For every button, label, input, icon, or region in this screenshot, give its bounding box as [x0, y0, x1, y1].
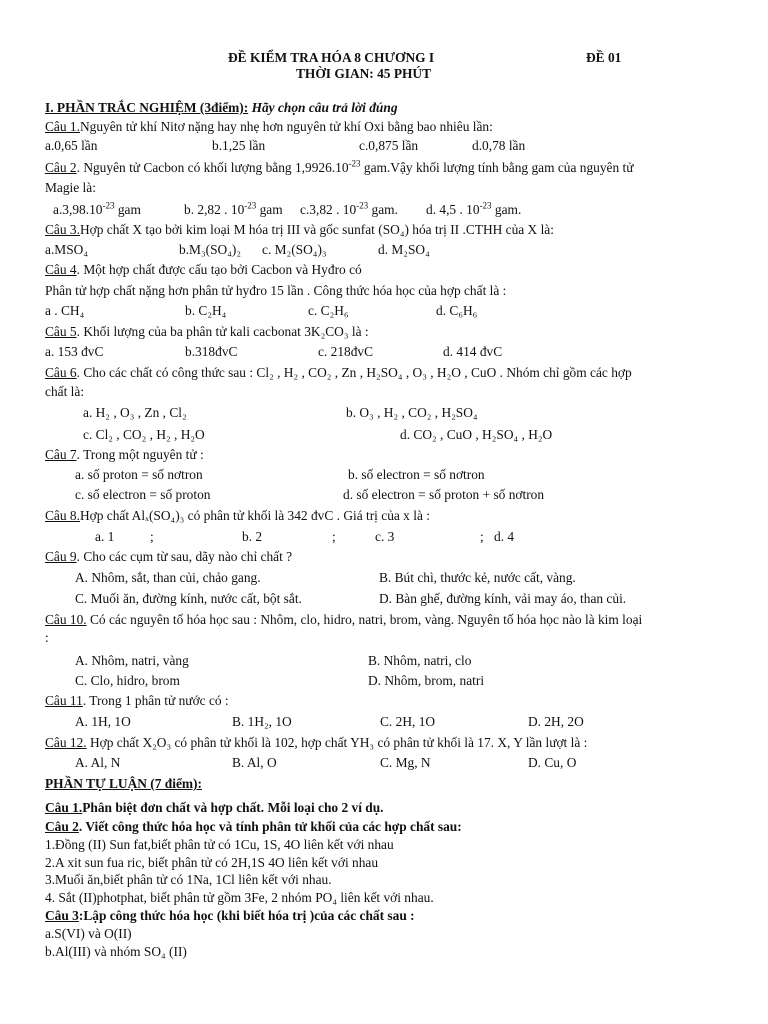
q11-label: Câu 11: [45, 693, 83, 708]
q6-option-c[interactable]: c. Cl₂ , CO₂ , H₂ , H₂O: [83, 427, 205, 442]
essay2-text: . Viết công thức hóa học và tính phân tử khối của các hợp chất sau:: [78, 819, 462, 834]
q10-text2: :: [45, 630, 49, 645]
q5-text: . Khối lượng của ba phân tử kali cacbonat 3K₂CO₃ là :: [76, 324, 369, 339]
q2-option-d[interactable]: d. 4,5 . $10^{-23}$ gam.: [426, 200, 522, 217]
q7-label: Câu 7: [45, 447, 77, 462]
q1-option-d[interactable]: d.0,78 lần: [472, 138, 526, 153]
part1-instruction: Hãy chọn câu trả lời đúng: [248, 100, 398, 115]
q7-option-d[interactable]: d. số electron = số proton + số nơtron: [343, 487, 545, 502]
q4-text2: Phân tử hợp chất nặng hơn phân tử hyđro 15 lần . Công thức hóa học của hợp chất là :: [45, 283, 507, 298]
q7-option-b[interactable]: b. số electron = số nơtron: [348, 467, 485, 482]
q8-option-c[interactable]: c. 3: [375, 529, 395, 544]
q8-option-d[interactable]: d. 4: [494, 529, 515, 544]
q2-option-b[interactable]: b. 2,82 . $10^{-23}$ gam: [184, 200, 283, 217]
q12-stem: [45, 735, 587, 751]
q10-label: Câu 10.: [45, 612, 87, 627]
q7-stem: [45, 447, 204, 463]
q4-stem: [45, 262, 362, 278]
q2-label: Câu 2: [45, 160, 77, 175]
q4-option-d[interactable]: d. C₆H₆: [436, 303, 478, 318]
q6-option-a[interactable]: a. H₂ , O₃ , Zn , Cl₂: [83, 405, 187, 420]
q6-label: Câu 6: [45, 365, 77, 380]
q5-label: Câu 5: [45, 324, 77, 339]
q10-text: Có các nguyên tố hóa học sau : Nhôm, clo, hidro, natri, brom, vàng. Nguyên tố hóa học nào là kim loại: [86, 612, 643, 627]
essay2-label: Câu 2: [45, 819, 79, 834]
q4-option-c[interactable]: c. C₂H₆: [308, 303, 349, 318]
q7-text: . Trong một nguyên tử :: [76, 447, 204, 462]
q11-option-c[interactable]: C. 2H, 1O: [380, 714, 436, 729]
q2-text2: gam.Vậy khối lượng tính bằng gam của nguyên tử: [360, 160, 634, 175]
q8-option-a[interactable]: a. 1: [95, 529, 115, 544]
q4-option-b[interactable]: b. C₂H₄: [185, 303, 227, 318]
q6-text: . Cho các chất có công thức sau : Cl₂ , H₂ , CO₂ , Zn , H₂SO₄ , O₃ , H₂O , CuO . Nhóm chỉ gồm các hợp: [76, 365, 632, 380]
exam-title: ĐỀ KIỂM TRA HÓA 8 CHƯƠNG I: [228, 50, 435, 65]
q6-option-d[interactable]: d. CO₂ , CuO , H₂SO₄ , H₂O: [400, 427, 553, 442]
q8-sep-1: ;: [150, 529, 154, 544]
q9-label: Câu 9: [45, 549, 77, 564]
q9-option-b[interactable]: B. Bút chì, thước kẻ, nước cất, vàng.: [379, 570, 576, 585]
q9-option-d[interactable]: D. Bàn ghế, đường kính, vải may áo, than củi.: [379, 591, 627, 606]
q5-option-a[interactable]: a. 153 đvC: [45, 344, 104, 359]
q3-label: Câu 3.: [45, 222, 80, 237]
q4-option-a[interactable]: a . CH₄: [45, 303, 85, 318]
essay3-text: :Lập công thức hóa học (khi biết hóa trị )của các chất sau :: [78, 908, 415, 923]
q12-option-d[interactable]: D. Cu, O: [528, 755, 577, 770]
q10-stem: [45, 612, 642, 628]
q8-stem: [45, 508, 430, 524]
exam-code: ĐỀ 01: [586, 50, 622, 65]
q10-option-c[interactable]: C. Clo, hidro, brom: [75, 673, 180, 688]
essay3-item-a: a.S(VI) và O(II): [45, 926, 132, 941]
q12-option-a[interactable]: A. Al, N: [75, 755, 121, 770]
essay3-item-b: b.Al(III) và nhóm SO₄ (II): [45, 944, 187, 959]
part1-heading: I. PHẦN TRẮC NGHIỆM (3điểm):: [45, 100, 249, 115]
q4-text: . Một hợp chất được cấu tạo bởi Cacbon và Hyđro có: [76, 262, 362, 277]
exam-time: THỜI GIAN: 45 PHÚT: [296, 66, 432, 81]
q9-stem: [45, 549, 292, 565]
q8-sep-3: ;: [480, 529, 484, 544]
q7-option-a[interactable]: a. số proton = số nơtron: [75, 467, 203, 482]
q9-option-c[interactable]: C. Muối ăn, đường kính, nước cất, bột sắt.: [75, 591, 302, 606]
q2-exp: -23: [348, 158, 361, 169]
q2-text3: Magie là:: [45, 180, 96, 195]
q5-option-d[interactable]: d. 414 đvC: [443, 344, 503, 359]
q10-option-a[interactable]: A. Nhôm, natri, vàng: [75, 653, 189, 668]
q8-sep-2: ;: [332, 529, 336, 544]
q12-text: Hợp chất X₂O₃ có phân tử khối là 102, hợp chất YH₃ có phân tử khối là 17. X, Y lần lượt là :: [86, 735, 588, 750]
q8-text: Hợp chất Alₓ(SO₄)₃ có phân tử khối là 342 đvC . Giá trị của x là :: [79, 508, 430, 523]
q6-text2: chất là:: [45, 384, 85, 399]
q4-label: Câu 4: [45, 262, 77, 277]
essay2: [45, 819, 462, 835]
q1-stem: [45, 119, 493, 135]
q1-option-a[interactable]: a.0,65 lần: [45, 138, 98, 153]
q3-option-d[interactable]: d. M₂SO₄: [378, 242, 430, 257]
part2-heading: PHẦN TỰ LUẬN (7 điểm):: [45, 776, 202, 791]
q11-option-a[interactable]: A. 1H, 1O: [75, 714, 131, 729]
essay3-label: Câu 3: [45, 908, 79, 923]
q1-option-b[interactable]: b.1,25 lần: [212, 138, 266, 153]
essay3: [45, 908, 415, 924]
q2-stem: [45, 160, 634, 176]
q2-text1: . Nguyên tử Cacbon có khối lượng bằng 1,9926.10: [76, 160, 349, 175]
q9-text: . Cho các cụm từ sau, dãy nào chỉ chất ?: [76, 549, 293, 564]
q6-option-b[interactable]: b. O₃ , H₂ , CO₂ , H₂SO₄: [346, 405, 478, 420]
q11-option-d[interactable]: D. 2H, 2O: [528, 714, 584, 729]
essay1-text: Phân biệt đơn chất và hợp chất. Mỗi loại cho 2 ví dụ.: [82, 800, 384, 815]
q10-option-b[interactable]: B. Nhôm, natri, clo: [368, 653, 472, 668]
q3-option-b[interactable]: b.M₃(SO₄)₂: [179, 242, 241, 257]
essay2-item-4: 4. Sắt (II)photphat, biết phân tử gồm 3Fe, 2 nhóm PO₄ liên kết với nhau.: [45, 890, 434, 905]
q3-option-a[interactable]: a.MSO₄: [45, 242, 88, 257]
q9-option-a[interactable]: A. Nhôm, sắt, than củi, chảo gang.: [75, 570, 261, 585]
q1-option-c[interactable]: c.0,875 lần: [359, 138, 419, 153]
q2-option-a[interactable]: $a.3,98.10^{-23}$ gam: [53, 200, 141, 217]
q3-stem: [45, 222, 554, 238]
essay2-item-3: 3.Muối ăn,biết phân tử có 1Na, 1Cl liên kết với nhau.: [45, 872, 332, 887]
q10-option-d[interactable]: D. Nhôm, brom, natri: [368, 673, 485, 688]
essay1-label: Câu 1.: [45, 800, 83, 815]
q6-stem: [45, 365, 632, 381]
q5-option-b[interactable]: b.318đvC: [185, 344, 238, 359]
q12-option-c[interactable]: C. Mg, N: [380, 755, 431, 770]
q3-option-c[interactable]: c. M₂(SO₄)₃: [262, 242, 327, 257]
essay1: [45, 800, 384, 816]
part1-heading-line: [45, 100, 398, 116]
q8-option-b[interactable]: b. 2: [242, 529, 263, 544]
q11-stem: [45, 693, 229, 709]
q2-option-c[interactable]: c.3,82 . $10^{-23}$ gam.: [300, 200, 398, 217]
essay2-item-2: 2.A xit sun fua ric, biết phân tử có 2H,1S 4O liên kết với nhau: [45, 855, 379, 870]
q11-option-b[interactable]: B. 1H₂, 1O: [232, 714, 292, 729]
q3-text: Hợp chất X tạo bởi kim loại M hóa trị III và gốc sunfat (SO₄) hóa trị II .CTHH của X là:: [79, 222, 554, 237]
q11-text: . Trong 1 phân tử nước có :: [82, 693, 229, 708]
q8-label: Câu 8.: [45, 508, 80, 523]
q1-text: Nguyên tử khí Nitơ nặng hay nhẹ hơn nguyên tử khí Oxi bằng bao nhiêu lần:: [79, 119, 493, 134]
q7-option-c[interactable]: c. số electron = số proton: [75, 487, 211, 502]
q12-label: Câu 12.: [45, 735, 87, 750]
essay2-item-1: 1.Đồng (II) Sun fat,biết phân tử có 1Cu, 1S, 4O liên kết với nhau: [45, 837, 394, 852]
q5-stem: [45, 324, 369, 340]
q5-option-c[interactable]: c. 218đvC: [318, 344, 374, 359]
q12-option-b[interactable]: B. Al, O: [232, 755, 277, 770]
q1-label: Câu 1.: [45, 119, 80, 134]
